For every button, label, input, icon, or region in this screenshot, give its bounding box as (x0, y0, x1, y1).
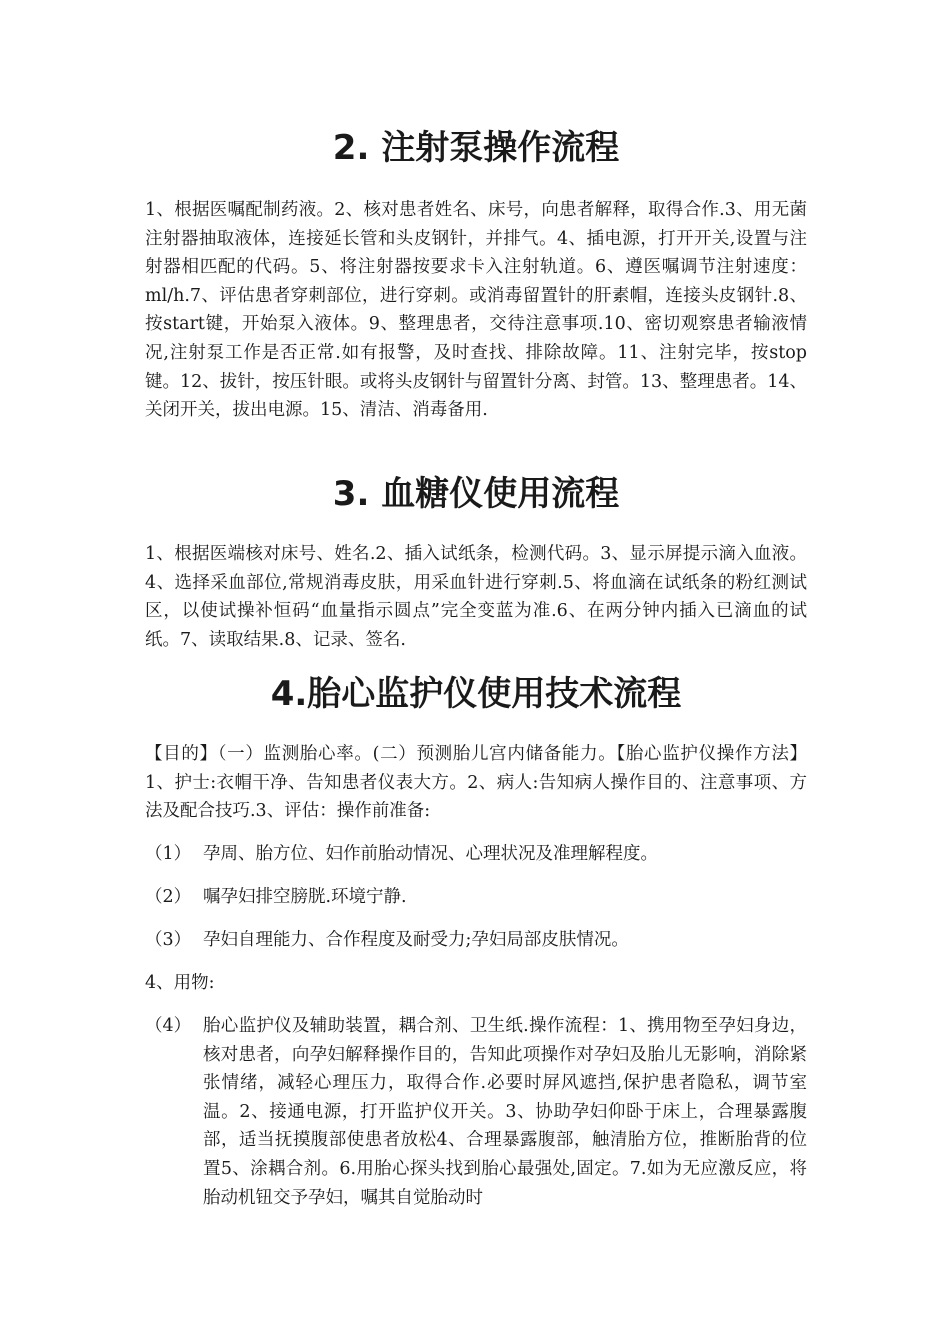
section-body-fetal-monitor: 【目的】（一）监测胎心率。(二）预测胎儿宫内储备能力。【胎心监护仪操作方法】1、护士:衣帽干净、告知患者仪表大方。2、病人:告知病人操作目的、注意事项、方法及配合技巧.3、评估：操作前准备: (145, 744, 807, 822)
list-item-text: 孕妇自理能力、合作程度及耐受力;孕妇局部皮肤情况。 (203, 930, 629, 950)
section-body-syringe-pump: 1、根据医嘱配制药液。2、核对患者姓名、床号，向患者解释，取得合作.3、用无菌注射器抽取液体，连接延长管和头皮钢针，并排气。4、插电源，打开开关,设置与注射器相匹配的代码。5、将注射器按要求卡入注射轨道。6、遵医嘱调节注射速度：ml/h.7、评估患者穿刺部位，进行穿刺。或消毒留置针的肝素帽，连接头皮钢针.8、按start键，开始泵入液体。9、整理患者，交待注意事项.10、密切观察患者输液情况,注射泵工作是否正常.如有报警，及时查找、排除故障。11、注射完毕，按stop键。12、拔针，按压针眼。或将头皮钢针与留置针分离、封管。13、整理患者。14、关闭开关，拔出电源。15、清洁、消毒备用. (145, 200, 807, 421)
list-item-text: 胎心监护仪及辅助装置，耦合剂、卫生纸.操作流程：1、携用物至孕妇身边，核对患者，向孕妇解释操作目的，告知此项操作对孕妇及胎儿无影响，消除紧张情绪，减轻心理压力，取得合作.必要时屏风遮挡,保护患者隐私，调节室温。2、接通电源，打开监护仪开关。3、协助孕妇仰卧于床上，合理暴露腹部，适当抚摸腹部使患者放松4、合理暴露腹部，触清胎方位，推断胎背的位置5、涂耦合剂。6.用胎心探头找到胎心最强处,固定。7.如为无应激反应，将胎动机钮交予孕妇，嘱其自觉胎动时 (203, 1016, 807, 1208)
list-item-number: （4） (145, 1016, 192, 1036)
section-heading-glucometer: 3. 血糖仪使用流程 (332, 474, 620, 514)
section-heading-syringe-pump: 2. 注射泵操作流程 (332, 128, 620, 168)
list-item-number: （3） (145, 930, 192, 950)
list-item-text: 嘱孕妇排空膀胱.环境宁静. (203, 887, 407, 907)
list-item-number: （1） (145, 844, 192, 864)
supplies-label: 4、用物: (145, 973, 215, 993)
list-item-text: 孕周、胎方位、妇作前胎动情况、心理状况及准理解程度。 (203, 844, 658, 864)
list-item-number: （2） (145, 887, 192, 907)
section-body-glucometer: 1、根据医端核对床号、姓名.2、插入试纸条，检测代码。3、显示屏提示滴入血液。4、选择采血部位,常规消毒皮肤，用采血针进行穿刺.5、将血滴在试纸条的粉红测试区，以使试操补恒码“血量指示圆点”完全变蓝为准.6、在两分钟内插入已滴血的试纸。7、读取结果.8、记录、签名. (145, 544, 807, 650)
section-heading-fetal-monitor: 4.胎心监护仪使用技术流程 (270, 674, 682, 714)
